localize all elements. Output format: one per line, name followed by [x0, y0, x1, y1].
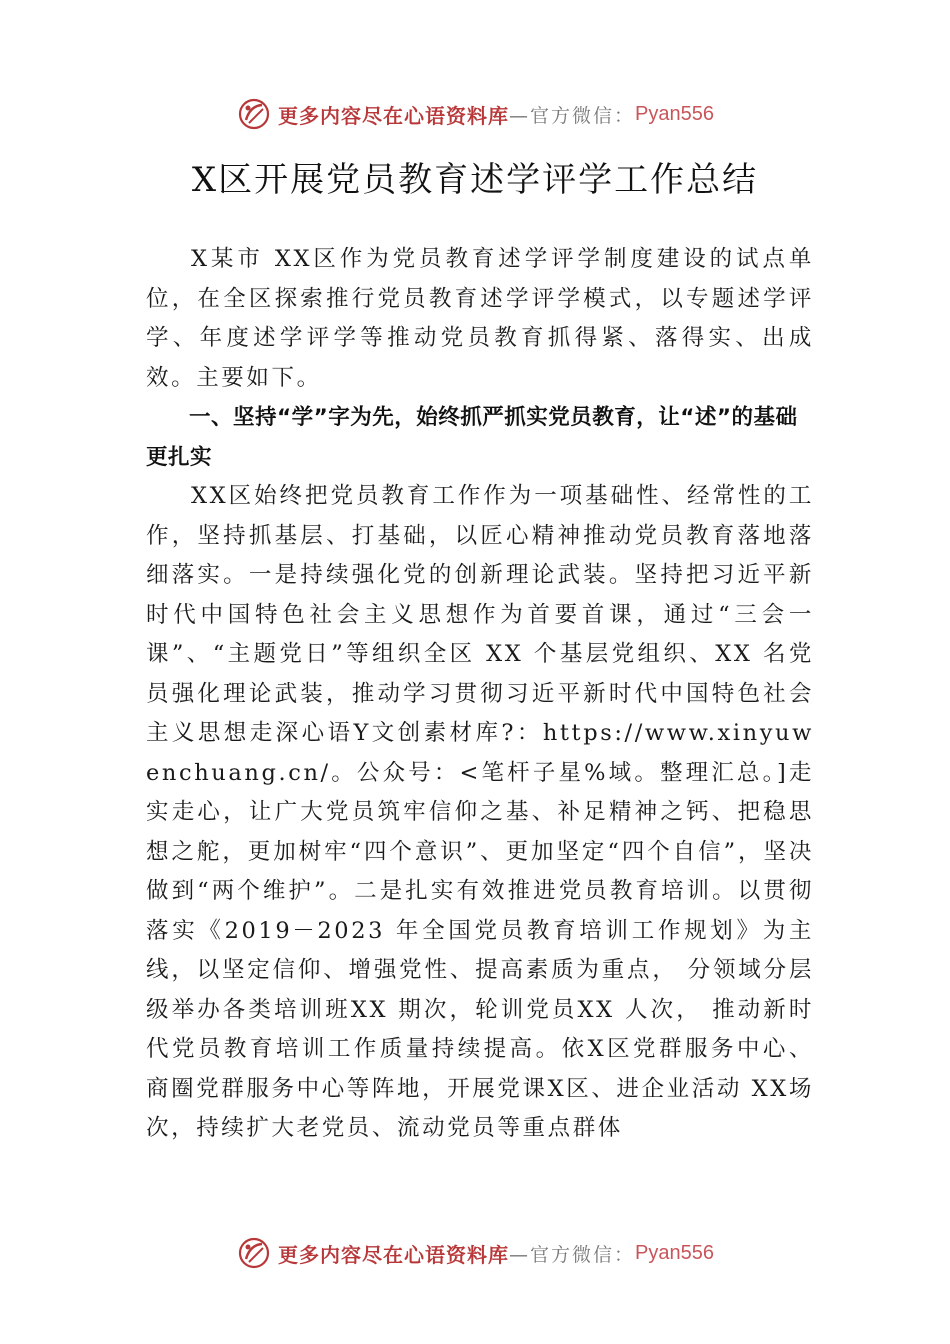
banner-separator-text: —官方微信：: [509, 1243, 636, 1266]
intro-paragraph: X某市 XX区作为党员教育述学评学制度建设的试点单位，在全区探索推行党员教育述学评学模式，以专题述学评学、年度述学评学等推动党员教育抓得紧、落得实、出成效。主要如下。: [146, 246, 814, 391]
document-body: [146, 240, 814, 1149]
banner-brand-text: 更多内容尽在心语资料库: [278, 103, 509, 128]
banner-brand-text: 更多内容尽在心语资料库: [278, 1242, 509, 1267]
header-watermark-banner: [0, 92, 950, 136]
brand-logo-icon: [236, 1235, 272, 1271]
document-title: X区开展党员教育述学评学工作总结: [191, 160, 759, 200]
banner-wechat-id: Pyan556: [635, 1241, 714, 1264]
section-1-paragraph: XX区始终把党员教育工作作为一项基础性、经常性的工作，坚持抓基层、打基础，以匠心精神推动党员教育落地落细落实。一是持续强化党的创新理论武装。坚持把习近平新时代中国特色社会主义思想作为首要首课，通过“三会一课”、“主题党日”等组织全区 XX 个基层党组织、XX 名党员强化理论武装，推动学习贯彻习近平新时代中国特色社会主义思想走深心语Y文创素材库?：https://www.xinyuwenchuang.cn/。公众号：<笔杆子星%域。整理汇总。]走实走心，让广大党员筑牢信仰之基、补足精神之钙、把稳思想之舵，更加树牢“四个意识”、更加坚定“四个自信”，坚决做到“两个维护”。二是扎实有效推进党员教育培训。以贯彻落实《2019－2023 年全国党员教育培训工作规划》为主线，以坚定信仰、增强党性、提高素质为重点， 分领域分层级举办各类培训班XX 期次，轮训党员XX 人次， 推动新时代党员教育培训工作质量持续提高。依X区党群服务中心、商圈党群服务中心等阵地，开展党课X区、进企业活动 XX场次，持续扩大老党员、流动党员等重点群体: [146, 483, 815, 1141]
footer-watermark-banner: [0, 1231, 950, 1275]
brand-logo-icon: [236, 96, 272, 132]
section-1-heading: 一、坚持“学”字为先，始终抓严抓实党员教育，让“述”的基础更扎实: [146, 405, 798, 470]
banner-separator-text: —官方微信：: [509, 104, 636, 127]
banner-wechat-id: Pyan556: [635, 102, 714, 125]
